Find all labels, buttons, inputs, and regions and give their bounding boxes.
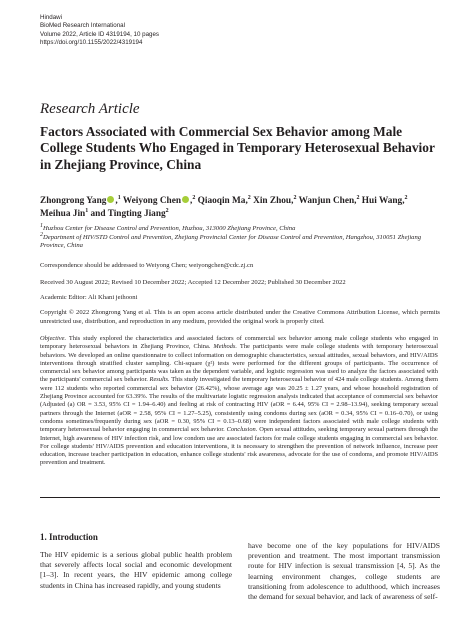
affiliation-2: $^2$Department of HIV/STD Control and Prevention, Zhejiang Provincial Center for Disease Control and Prevention, Hangzhou, 310051 Zhejiang Province, China — [40, 231, 422, 250]
conclusion-text: Open sexual attitudes, seeking temporary sexual partners through the Internet, high awareness of HIV infection risk, and low condom use are associated factors for male college students engaging in commercial sex behavior. For college students' HIV/AIDS prevention and education interventions, it is necessary to strengthen the prevention of network influence, increase peer education, increase teacher participation in education, enhance college students' risk awareness, advocate for the use of condoms, and promote HIV/AIDS prevention and treatment. — [40, 426, 438, 467]
author-affiliation-marker: 1 — [117, 194, 121, 201]
author-separator: , — [354, 196, 357, 206]
methods-label: Methods. — [213, 343, 238, 351]
author-name: Xin Zhou — [253, 196, 292, 206]
orcid-icon[interactable] — [182, 196, 189, 203]
volume-line: Volume 2022, Article ID 4319194, 10 pages — [40, 30, 160, 38]
author-affiliation-marker: 2 — [356, 194, 360, 201]
objective-label: Objective. — [40, 335, 67, 342]
publication-dates: Received 30 August 2022; Revised 10 December 2022; Accepted 12 December 2022; Published 30 December 2022 — [40, 279, 346, 286]
author-name: Wanjun Chen — [298, 196, 355, 206]
journal-name: BioMed Research International — [40, 22, 125, 30]
methods-text: The participants were male college students with temporary heterosexual behaviors. We developed an online questionnaire to collect information on demographic characteristics, sexual attitudes, sexual behaviors, and HIV/AIDS interventions through stratified cluster sampling. Chi-square (χ²) tests were performed for the different groups of participants. The occurrence of commercial sex behavior among participants was taken as the dependent variable, and logistic regression was used to analyze the factors associated with the participants' commercial sex behavior. — [40, 343, 438, 384]
author-separator: , — [245, 196, 248, 206]
affiliation-1: $^1$Huzhou Center for Disease Control and Prevention, Huzhou, 313000 Zhejiang Province, China — [40, 222, 296, 232]
paper-title: Factors Associated with Commercial Sex Behavior among Male College Students Who Engaged in Temporary Heterosexual Behavior in Zhejiang Province, China — [40, 124, 435, 172]
author-name: Meihua Jin — [40, 208, 86, 219]
journal-header — [40, 14, 159, 48]
objective-text: This study explored the characteristics and associated factors of commercial sex behavior among male college students who engaged in temporary heterosexual behaviors in Zhejiang Province, China. — [40, 335, 438, 351]
body-column-left: The HIV epidemic is a serious global public health problem that severely affects local social and economic development [1–3]. In recent years, the HIV epidemic among college students in China has increased rapidly, and young students — [40, 550, 232, 590]
body-column-right: have become one of the key populations for HIV/AIDS prevention and treatment. The most important transmission route for HIV infection is sexual transmission [4, 5]. As the learning environment changes, college students are transitioning from adolescence to adulthood, which increases the demand for sexual behavior, and lack of awareness of self- — [248, 541, 440, 602]
abstract — [40, 335, 438, 468]
author-affiliation-marker: 2 — [247, 194, 251, 201]
author-name: Weiyong Chen — [122, 196, 182, 206]
author-name: Tingting Jiang — [107, 208, 166, 219]
orcid-icon[interactable] — [107, 196, 114, 203]
author-name: Qiaoqin Ma — [197, 196, 246, 206]
author-affiliation-marker: 2 — [404, 194, 408, 201]
copyright-notice: Copyright © 2022 Zhongrong Yang et al. This is an open access article distributed under the Creative Commons Attribution License, which permits unrestricted use, distribution, and reproduction in any medium, provided the original work is properly cited. — [40, 309, 440, 325]
author-affiliation-marker: 2 — [165, 207, 169, 214]
author-affiliation-marker: 2 — [192, 194, 196, 201]
author-conjunction: and — [88, 208, 108, 219]
author-separator: , — [402, 196, 405, 206]
author-separator: , — [190, 196, 193, 206]
author-separator: , — [291, 196, 294, 206]
author-name: Zhongrong Yang — [40, 196, 107, 206]
affiliations — [40, 222, 440, 251]
correspondence: Correspondence should be addressed to Weiyong Chen; weiyongchen@cdc.zj.cn — [40, 262, 254, 269]
author-separator: , — [115, 196, 118, 206]
section-divider — [40, 497, 440, 498]
section-heading: 1. Introduction — [40, 532, 98, 542]
results-label: Results. — [149, 376, 170, 384]
author-name: Hui Wang — [361, 196, 403, 206]
author-list — [40, 195, 440, 220]
article-type: Research Article — [40, 101, 140, 117]
doi-link[interactable]: https://doi.org/10.1155/2022/4319194 — [40, 39, 143, 47]
author-affiliation-marker: 2 — [293, 194, 297, 201]
academic-editor: Academic Editor: Ali Khani jeihooni — [40, 294, 138, 301]
publisher-name: Hindawi — [40, 14, 63, 21]
conclusion-label: Conclusion. — [226, 426, 258, 434]
author-affiliation-marker: 1 — [85, 207, 89, 214]
results-text: This study investigated the temporary heterosexual behavior of 424 male college students. Among them were 112 students who reported commercial sex behavior (26.42%), whose average age was 20.25 ± 1.27 years, and whose household registration of Zhejiang Province accounted for 63.39%. The results of the multivariate logistic regression analysis indicated that acceptance of commercial sex behavior (Adjusted (a) OR = 3.53, 95% CI = 1.94–6.40) and feeling at risk of contracting HIV (aOR = 6.44, 95% CI = 2.98–13.94), seeking temporary sexual partners through the Internet (aOR = 2.58, 95% CI = 1.27–5.25), consistently using condoms during sex (aOR = 0.34, 95% CI = 0.16–0.70), or using condoms sometimes/frequently during sex (aOR = 0.30, 95% CI = 0.13–0.68) were independent factors associated with male college students with temporary heterosexual behavior engaging in commercial sex behavior. — [40, 376, 438, 434]
